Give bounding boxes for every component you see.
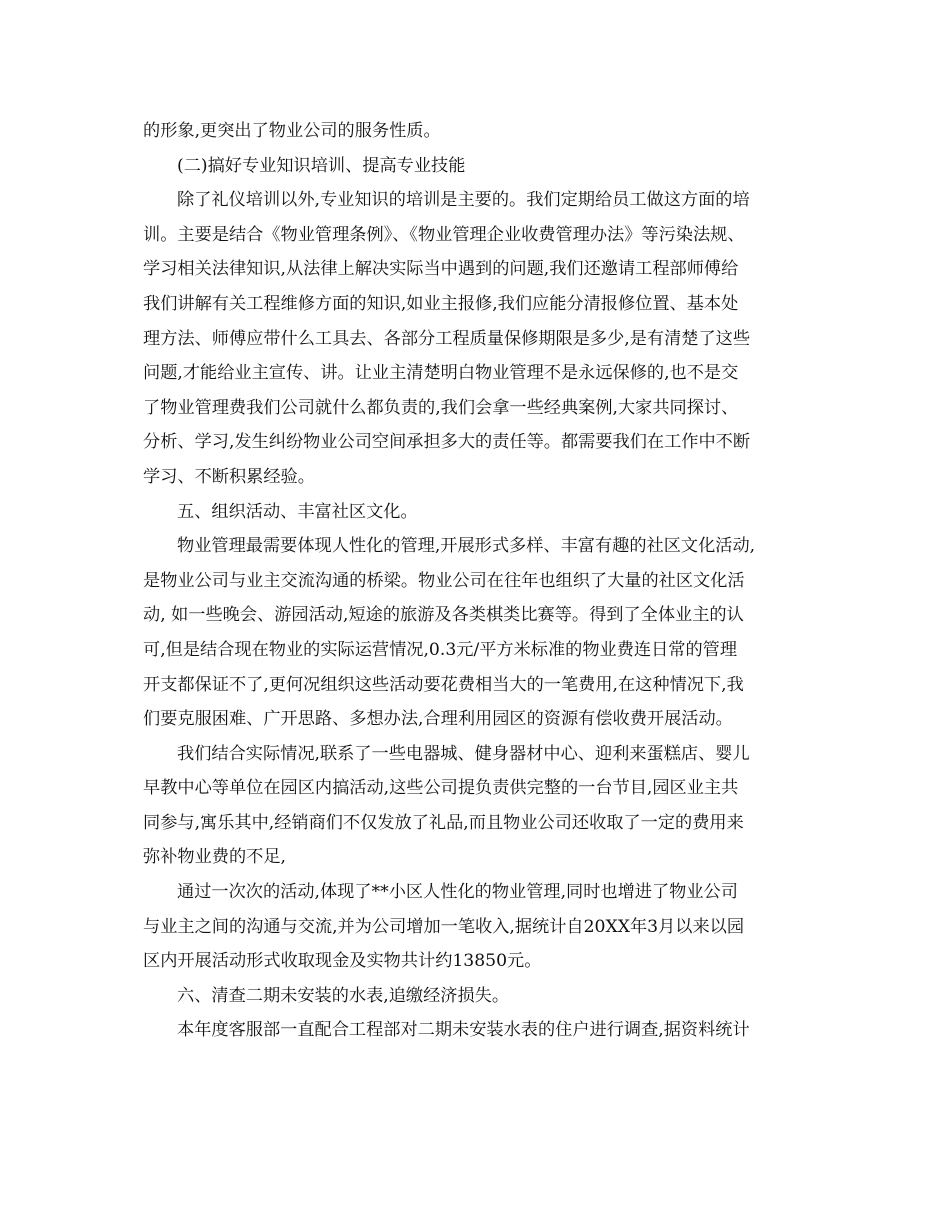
text-line: 物业管理最需要体现人性化的管理,开展形式多样、丰富有趣的社区文化活动,: [177, 536, 756, 557]
document-body: [143, 114, 805, 1048]
text-line: 了物业管理费我们公司就什么都负责的,我们会拿一些经典案例,大家共同探讨、: [143, 397, 739, 418]
text-line: 区内开展活动形式收取现金及实物共计约13850元。: [143, 951, 542, 972]
text-line: 开支都保证不了,更何况组织这些活动要花费相当大的一笔费用,在这种情况下,我: [143, 674, 744, 695]
text-line: 本年度客服部一直配合工程部对二期未安装水表的住户进行调查,据资料统计: [177, 1020, 750, 1041]
text-line: 与业主之间的沟通与交流,并为公司增加一笔收入,据统计自20XX年3月以来以园: [143, 916, 745, 937]
text-line: 问题,才能给业主宣传、讲。让业主清楚明白物业管理不是永远保修的,也不是交: [143, 363, 739, 384]
text-line: 弥补物业费的不足,: [143, 847, 286, 868]
text-line: 通过一次次的活动,体现了**小区人性化的物业管理,同时也增进了物业公司: [177, 882, 738, 903]
text-line: 早教中心等单位在园区内搞活动,这些公司提负责供完整的一台节目,园区业主共: [143, 778, 739, 799]
section-heading: 六、清查二期未安装的水表,追缴经济损失。: [177, 985, 510, 1006]
text-line: 动, 如一些晚会、游园活动,短途的旅游及各类棋类比赛等。得到了全体业主的认: [143, 605, 744, 626]
text-line: 训。主要是结合《物业管理条例》、《物业管理企业收费管理办法》等污染法规、: [143, 224, 745, 245]
text-line: 同参与,寓乐其中,经销商们不仅发放了礼品,而且物业公司还收取了一定的费用来: [143, 812, 744, 833]
text-line: 除了礼仪培训以外,专业知识的培训是主要的。我们定期给员工做这方面的培: [177, 190, 750, 211]
text-line: 可,但是结合现在物业的实际运营情况,0.3元/平方米标准的物业费连日常的管理: [143, 639, 738, 660]
text-line: 的形象,更突出了物业公司的服务性质。: [143, 121, 441, 141]
section-heading: 五、组织活动、丰富社区文化。: [177, 501, 418, 522]
text-line: 我们结合实际情况,联系了一些电器城、健身器材中心、迎利来蛋糕店、婴儿: [177, 743, 750, 764]
text-line: 们要克服困难、广开思路、多想办法,合理利用园区的资源有偿收费开展活动。: [143, 709, 733, 730]
text-line: 学习相关法律知识,从法律上解决实际当中遇到的问题,我们还邀请工程部师傅给: [143, 259, 739, 280]
text-line: 学习、不断积累经验。: [143, 466, 315, 487]
text-line: 分析、学习,发生纠纷物业公司空间承担多大的责任等。都需要我们在工作中不断: [143, 432, 751, 453]
text-line: 理方法、师傅应带什么工具去、各部分工程质量保修期限是多少,是有清楚了这些: [143, 328, 751, 349]
text-line: 我们讲解有关工程维修方面的知识,如业主报修,我们应能分清报修位置、基本处: [143, 293, 739, 314]
section-heading: (二)搞好专业知识培训、提高专业技能: [177, 155, 466, 176]
text-line: 是物业公司与业主交流沟通的桥梁。物业公司在往年也组织了大量的社区文化活: [143, 570, 745, 591]
